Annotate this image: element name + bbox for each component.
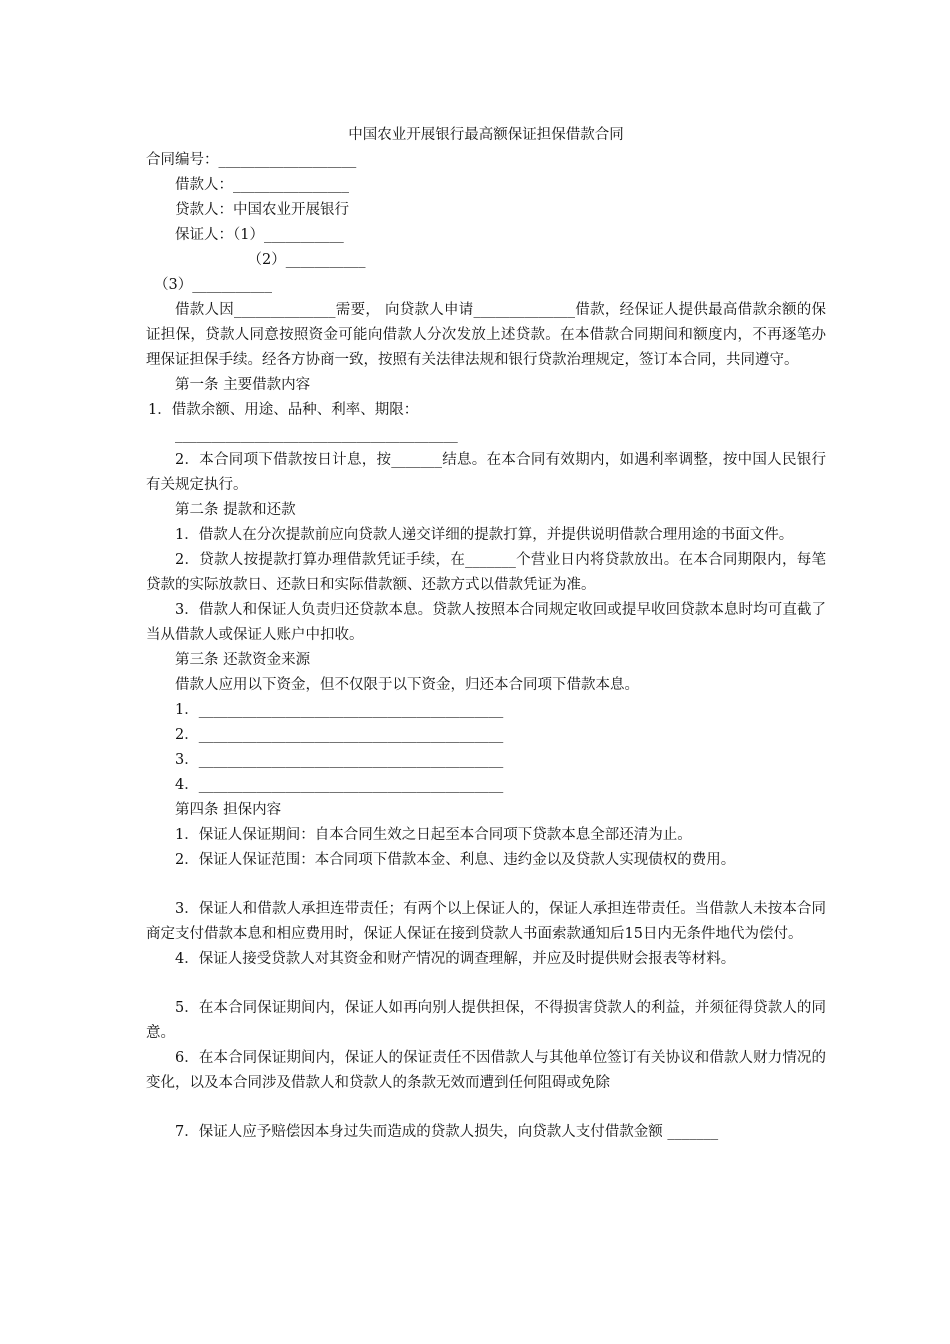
guarantor-line-3: （3）___________ <box>154 277 272 293</box>
article-1-item-2: 2．本合同项下借款按日计息，按_______结息。在本合同有效期内，如遇利率调整，按中国人民银行有关规定执行。 <box>146 452 826 493</box>
article-4-heading: 第四条 担保内容 <box>175 802 282 818</box>
guarantor-line-1: 保证人：（1）___________ <box>175 227 344 243</box>
paragraph-gap <box>146 873 826 897</box>
contract-number-line: 合同编号：___________________ <box>146 152 357 168</box>
article-2-heading: 第二条 提款和还款 <box>175 502 296 518</box>
article-4-item-2: 2．保证人保证范围：本合同项下借款本金、利息、违约金以及贷款人实现债权的费用。 <box>175 852 736 868</box>
article-2-item-1: 1．借款人在分次提款前应向贷款人递交详细的提款打算，并提供说明借款合理用途的书面文件。 <box>175 527 794 543</box>
article-4-item-5: 5．在本合同保证期间内，保证人如再向别人提供担保，不得损害贷款人的利益，并须征得贷款人的同意。 <box>146 1000 826 1041</box>
article-1-item-1: 1．借款余额、用途、品种、利率、期限： <box>148 402 419 418</box>
article-3-intro: 借款人应用以下资金，但不仅限于以下资金，归还本合同项下借款本息。 <box>175 677 639 693</box>
preamble-paragraph: 借款人因______________需要， 向贷款人申请______________借款，经保证人提供最高借款余额的保证担保，贷款人同意按照资金可能向借款人分次发放上述贷款。在本借款合同期间和额度内，不再逐笔办理保证担保手续。经各方协商一致，按照有关法律法规和银行贷款治理规定，签订本合同，共同遵守。 <box>146 302 826 368</box>
article-2-item-3: 3．借款人和保证人负责归还贷款本息。贷款人按照本合同规定收回或提早收回贷款本息时均可直截了当从借款人或保证人账户中扣收。 <box>146 602 826 643</box>
borrower-line: 借款人：________________ <box>175 177 349 193</box>
article-4-item-7: 7．保证人应予赔偿因本身过失而造成的贷款人损失，向贷款人支付借款金额 _______ <box>175 1124 719 1140</box>
article-3-item-2: 2．__________________________________________ <box>175 727 504 743</box>
document-title: 中国农业开展银行最高额保证担保借款合同 <box>348 127 624 143</box>
lender-line: 贷款人：中国农业开展银行 <box>175 202 349 218</box>
paragraph-gap <box>146 972 826 996</box>
article-4-item-1: 1．保证人保证期间：自本合同生效之日起至本合同项下贷款本息全部还清为止。 <box>175 827 692 843</box>
document-body <box>146 123 826 1145</box>
guarantor-line-2: （2）___________ <box>247 252 366 268</box>
article-3-heading: 第三条 还款资金来源 <box>175 652 311 668</box>
article-1-heading: 第一条 主要借款内容 <box>175 377 311 393</box>
article-4-item-3: 3．保证人和借款人承担连带责任；有两个以上保证人的，保证人承担连带责任。当借款人未按本合同商定支付借款本息和相应费用时，保证人保证在接到贷款人书面索款通知后15日内无条件地代为偿付。 <box>146 901 826 942</box>
article-1-item-1-blank: _______________________________________ <box>175 427 458 443</box>
article-3-item-4: 4．__________________________________________ <box>175 777 504 793</box>
paragraph-gap <box>146 1096 826 1120</box>
article-3-item-1: 1．__________________________________________ <box>175 702 504 718</box>
article-2-item-2: 2．贷款人按提款打算办理借款凭证手续，在_______个营业日内将贷款放出。在本合同期限内，每笔贷款的实际放款日、还款日和实际借款额、还款方式以借款凭证为准。 <box>146 552 826 593</box>
article-3-item-3: 3．__________________________________________ <box>175 752 504 768</box>
article-4-item-6: 6．在本合同保证期间内，保证人的保证责任不因借款人与其他单位签订有关协议和借款人财力情况的变化，以及本合同涉及借款人和贷款人的条款无效而遭到任何阻碍或免除 <box>146 1050 826 1091</box>
article-4-item-4: 4．保证人接受贷款人对其资金和财产情况的调查理解，并应及时提供财会报表等材料。 <box>175 951 736 967</box>
